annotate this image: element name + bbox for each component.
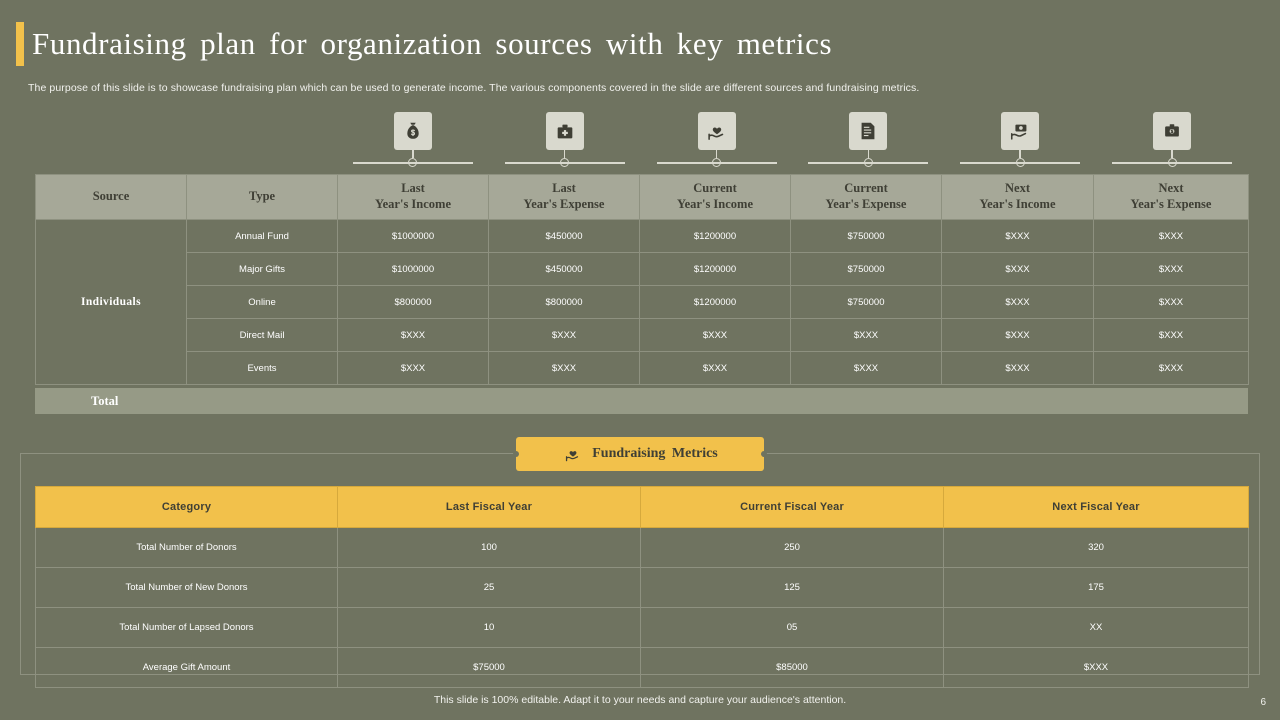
ribbon-notch-left	[513, 451, 519, 457]
cell-value: $XXX	[791, 352, 942, 385]
cell-value: 05	[641, 608, 944, 648]
col-header-last-year-income: Last Year's Income	[338, 175, 489, 220]
col-header-next-year-expense: Next Year's Expense	[1094, 175, 1249, 220]
cell-value: $XXX	[942, 253, 1094, 286]
cell-value: 125	[641, 568, 944, 608]
table-row	[36, 253, 1249, 286]
cell-value: $XXX	[944, 648, 1249, 688]
cell-value: $XXX	[1094, 286, 1249, 319]
cell-value: $XXX	[640, 319, 791, 352]
table-header-row	[36, 175, 1249, 220]
page-subtitle: The purpose of this slide is to showcase fundraising plan which can be used to generate income. The various components covered in the slide are different sources and fundraising metrics.	[28, 82, 920, 94]
cell-value: $750000	[791, 286, 942, 319]
cell-type: Major Gifts	[187, 253, 338, 286]
col-header-current-year-expense: Current Year's Expense	[791, 175, 942, 220]
table-row	[36, 648, 1249, 688]
metrics-ribbon-label: Fundraising Metrics	[592, 446, 718, 461]
total-row-bar	[35, 388, 1248, 414]
cell-value: $XXX	[338, 352, 489, 385]
invoice-document-icon	[849, 112, 887, 150]
donation-box-icon	[546, 112, 584, 150]
table-row	[36, 319, 1249, 352]
cell-value: $XXX	[942, 286, 1094, 319]
cell-type: Direct Mail	[187, 319, 338, 352]
cell-value: 250	[641, 528, 944, 568]
cell-value: $XXX	[942, 352, 1094, 385]
metrics-col-header-next-fiscal-year: Next Fiscal Year	[944, 487, 1249, 528]
cell-value: 10	[338, 608, 641, 648]
cell-value: $XXX	[942, 220, 1094, 253]
cell-value: $XXX	[942, 319, 1094, 352]
table-row	[36, 528, 1249, 568]
cell-value: $XXX	[1094, 352, 1249, 385]
cell-value: XX	[944, 608, 1249, 648]
cell-type: Events	[187, 352, 338, 385]
cell-value: $XXX	[1094, 220, 1249, 253]
table-row	[36, 220, 1249, 253]
ribbon-notch-right	[761, 451, 767, 457]
page-title: Fundraising plan for organization sources with key metrics	[32, 26, 833, 61]
icon-cell-3	[641, 112, 793, 174]
cell-value: $85000	[641, 648, 944, 688]
cell-value: $800000	[338, 286, 489, 319]
table-row	[36, 608, 1249, 648]
icon-connector-4	[808, 150, 928, 164]
col-header-source: Source	[36, 175, 187, 220]
column-icon-row	[337, 112, 1248, 174]
cell-value: $1200000	[640, 220, 791, 253]
cell-category: Average Gift Amount	[36, 648, 338, 688]
cell-value: $XXX	[489, 319, 640, 352]
icon-cell-1	[337, 112, 489, 174]
cell-category: Total Number of Lapsed Donors	[36, 608, 338, 648]
icon-cell-4	[792, 112, 944, 174]
cell-value: $750000	[791, 220, 942, 253]
fundraising-metrics-table	[35, 486, 1249, 688]
cell-value: $XXX	[1094, 319, 1249, 352]
cell-type: Annual Fund	[187, 220, 338, 253]
cell-value: $1200000	[640, 253, 791, 286]
title-accent-bar	[16, 22, 24, 66]
hand-heart-icon	[562, 443, 584, 465]
cell-value: 175	[944, 568, 1249, 608]
money-bag-icon	[394, 112, 432, 150]
icon-connector-6	[1112, 150, 1232, 164]
icon-connector-5	[960, 150, 1080, 164]
cell-value: $XXX	[791, 319, 942, 352]
cell-value: 320	[944, 528, 1249, 568]
metrics-header-row	[36, 487, 1249, 528]
cell-value: $XXX	[338, 319, 489, 352]
icon-connector-2	[505, 150, 625, 164]
col-header-last-year-expense: Last Year's Expense	[489, 175, 640, 220]
table-row	[36, 568, 1249, 608]
cell-value: 25	[338, 568, 641, 608]
metrics-col-header-last-fiscal-year: Last Fiscal Year	[338, 487, 641, 528]
slide-page-number: 6	[1260, 697, 1266, 708]
icon-cell-6	[1096, 112, 1248, 174]
icon-cell-5	[944, 112, 1096, 174]
icon-connector-3	[657, 150, 777, 164]
metrics-col-header-current-fiscal-year: Current Fiscal Year	[641, 487, 944, 528]
cell-type: Online	[187, 286, 338, 319]
icon-cell-2	[489, 112, 641, 174]
metrics-col-header-category: Category	[36, 487, 338, 528]
hand-money-icon	[1001, 112, 1039, 150]
cell-value: $1000000	[338, 253, 489, 286]
cell-value: $XXX	[489, 352, 640, 385]
col-header-type: Type	[187, 175, 338, 220]
table-row	[36, 286, 1249, 319]
total-label: Total	[91, 393, 119, 408]
cell-value: $800000	[489, 286, 640, 319]
metrics-ribbon	[516, 437, 764, 471]
cell-value: $75000	[338, 648, 641, 688]
cell-category: Total Number of New Donors	[36, 568, 338, 608]
cell-value: 100	[338, 528, 641, 568]
table-row	[36, 352, 1249, 385]
cell-value: $450000	[489, 220, 640, 253]
cell-category: Total Number of Donors	[36, 528, 338, 568]
slide-footer-note: This slide is 100% editable. Adapt it to your needs and capture your audience's attention.	[433, 694, 847, 706]
icon-connector-1	[353, 150, 473, 164]
cell-value: $450000	[489, 253, 640, 286]
col-header-current-year-income: Current Year's Income	[640, 175, 791, 220]
hand-heart-icon	[698, 112, 736, 150]
row-header-individuals: Individuals	[36, 220, 187, 385]
cell-value: $1000000	[338, 220, 489, 253]
fundraising-sources-table	[35, 174, 1249, 385]
piggy-bank-icon	[1153, 112, 1191, 150]
cell-value: $XXX	[1094, 253, 1249, 286]
cell-value: $XXX	[640, 352, 791, 385]
col-header-next-year-income: Next Year's Income	[942, 175, 1094, 220]
cell-value: $1200000	[640, 286, 791, 319]
cell-value: $750000	[791, 253, 942, 286]
